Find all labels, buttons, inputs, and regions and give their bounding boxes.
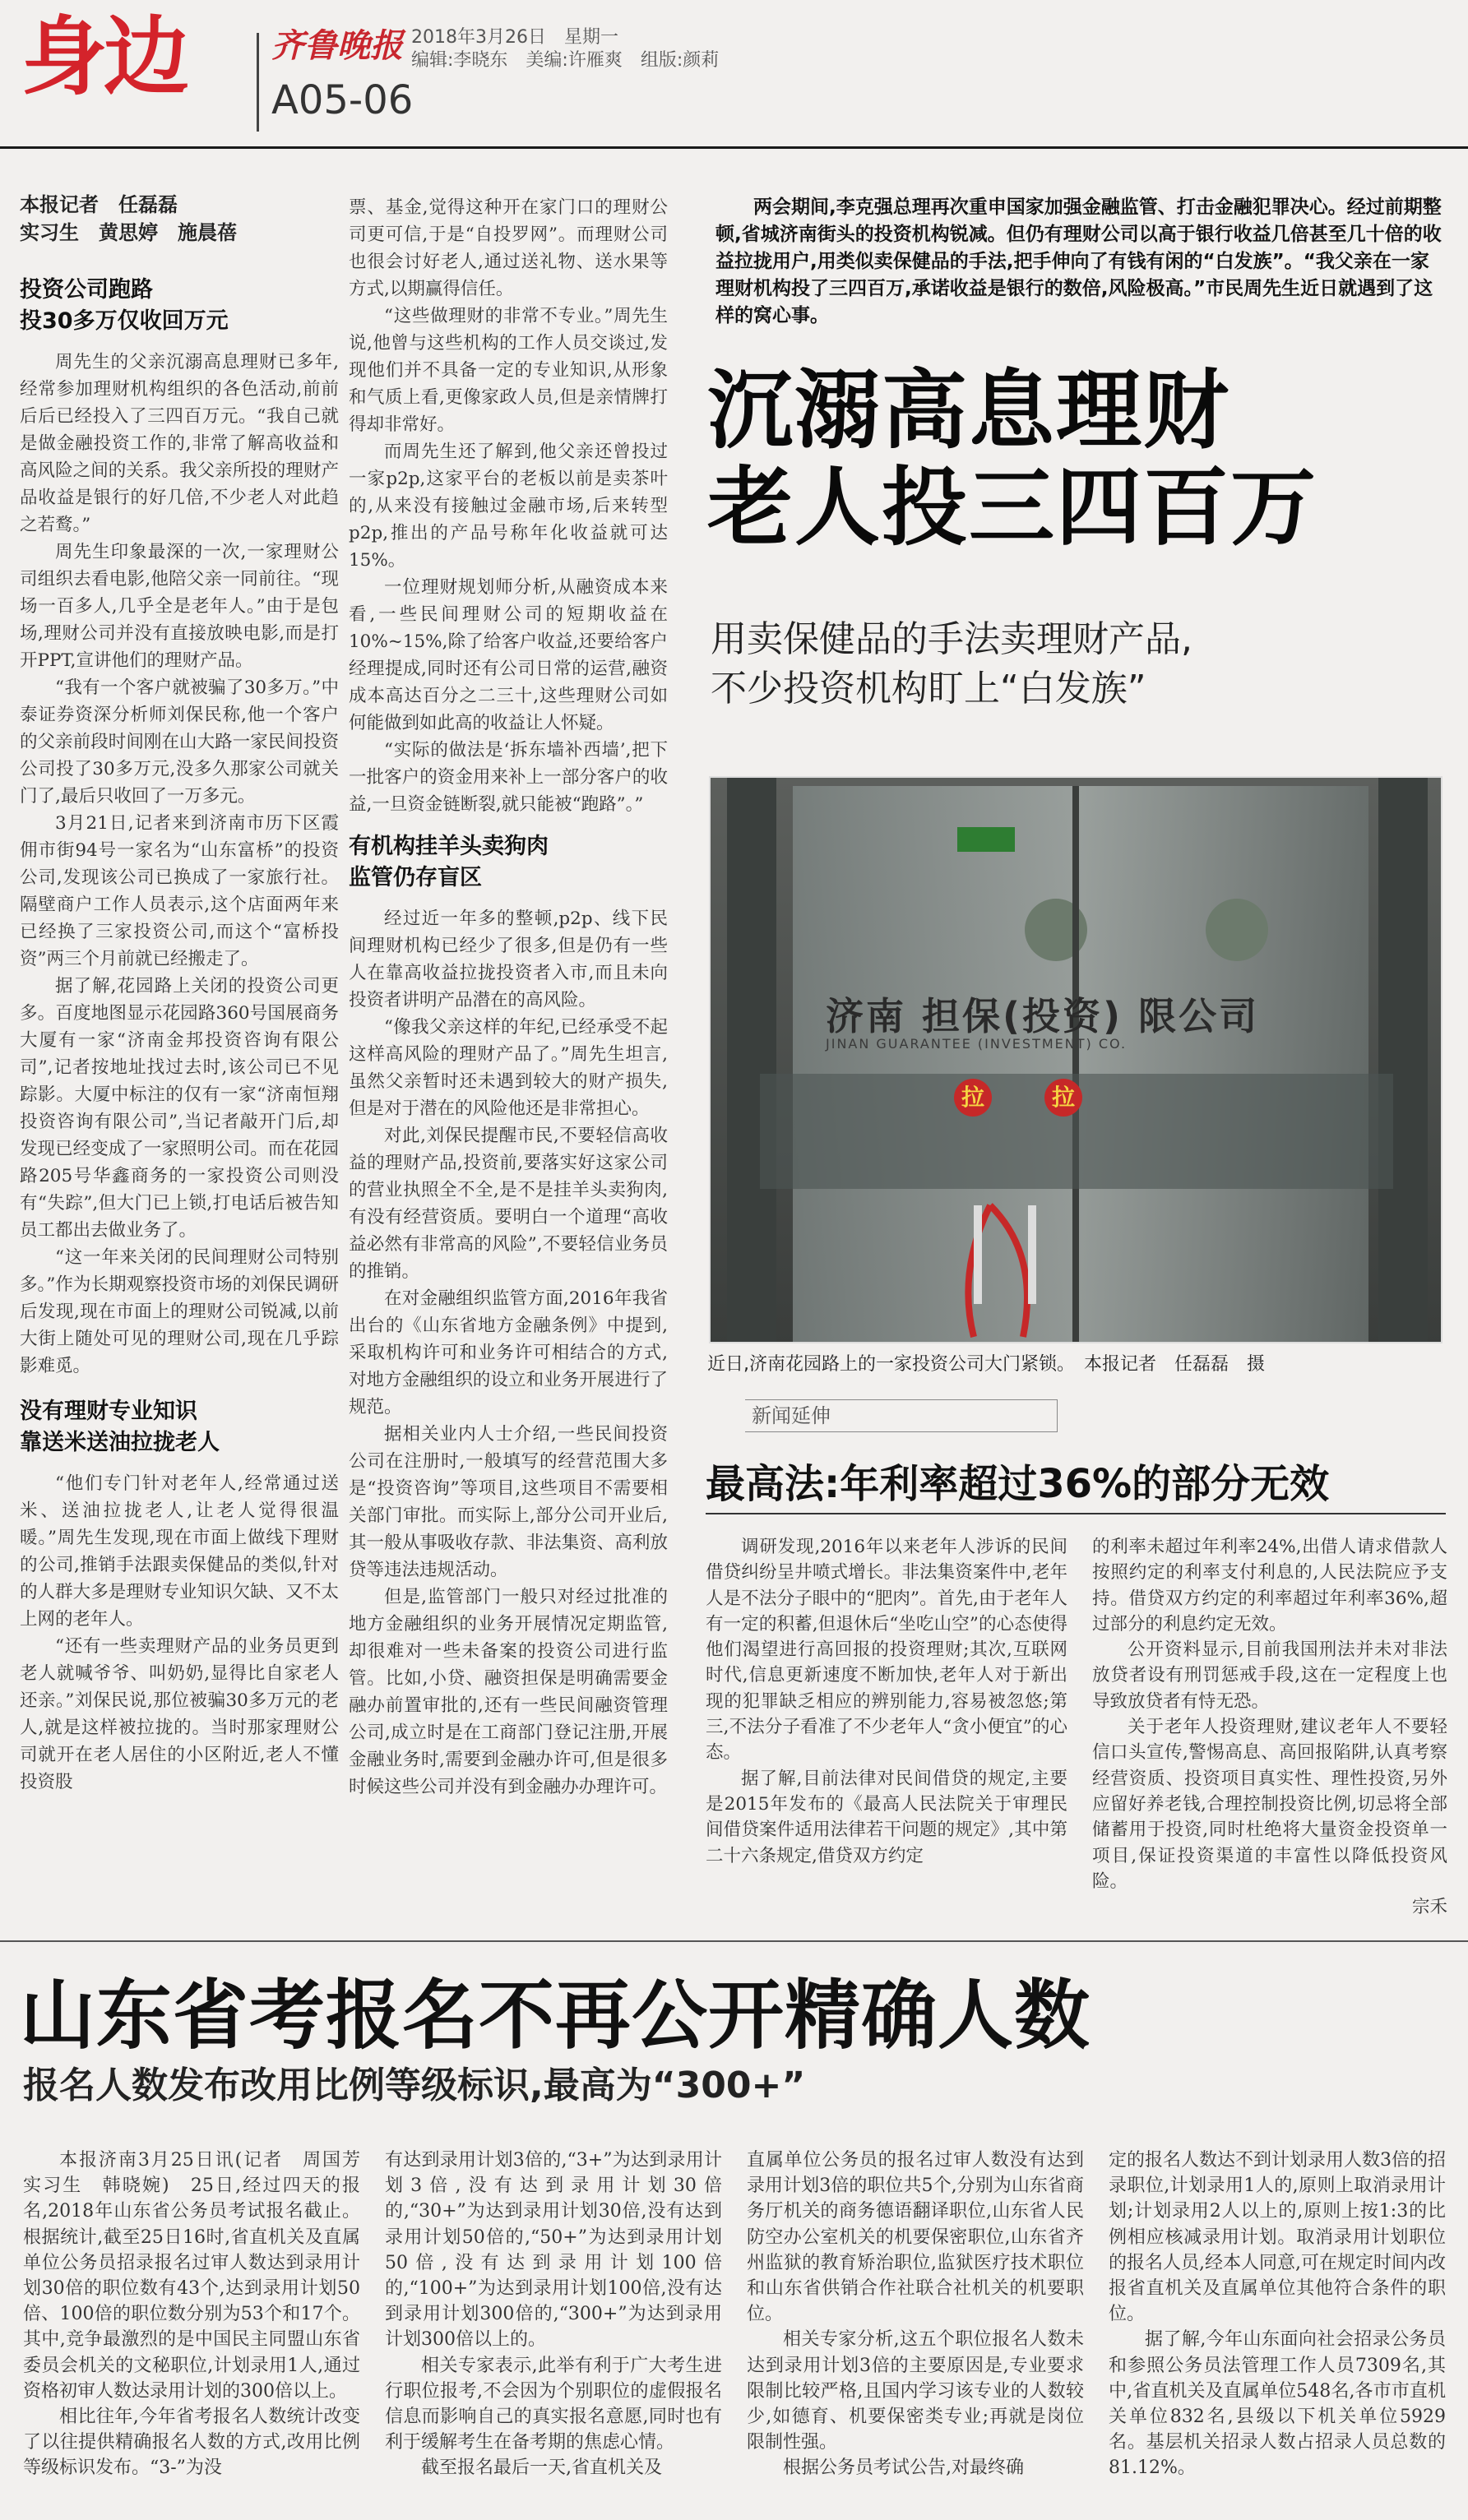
paragraph: 根据公务员考试公告,对最终确 [783,2458,1024,2479]
law-rule [706,1513,1446,1514]
paragraph: 截至报名最后一天,省直机关及 [421,2458,662,2479]
bottom-headline: 山东省考报名不再公开精确人数 [20,1972,1091,2060]
paragraph: 一位理财规划师分析,从融资成本来看,一些民间理财公司的短期收益在10%~15%,除了给客户收益,还要给客户经理提成,同时还有公司日常的运营,融资成本高达百分之二三十,这些理财公司如何能做到如此高的收益让人怀疑。 [349,577,668,733]
paragraph: “还有一些卖理财产品的业务员更到老人就喊爷爷、叫奶奶,显得比自家老人还亲。”刘保民说,那位被骗30多万元的老人,就是这样被拉拢的。当时那家理财公司就开在老人居住的小区附近,老人不懂投资股 [20,1636,339,1792]
byline-reporter: 本报记者 任磊磊 [20,193,178,216]
bottom-column-2 [385,2148,722,2481]
subhead-3-line-2: 监管仍存盲区 [349,865,482,890]
headline-line-2: 老人投三四百万 [707,457,1318,557]
body-text-block [20,1470,339,1796]
paragraph: 据了解,花园路上关闭的投资公司更多。百度地图显示花园路360号国展商务大厦有一家“济南金邦投资咨询有限公司”,记者按地址找过去时,该公司已不见踪影。大厦中标注的仅有一家“济南恒翔投资咨询有限公司”,当记者敲开门后,却发现已经变成了一家照明公司。而在花园路205号华鑫商务的一家投资公司则没有“失踪”,但大门已上锁,打电话后被告知员工都出去做业务了。 [20,976,339,1241]
law-headline: 最高法:年利率超过36%的部分无效 [706,1461,1330,1507]
paragraph: 周先生印象最深的一次,一家理财公司组织去看电影,他陪父亲一同前往。“现场一百多人,几乎全是老年人。”由于是包场,理财公司并没有直接放映电影,而是打开PPT,宣讲他们的理财产品。 [20,542,339,671]
paragraph: “他们专门针对老年人,经常通过送米、送油拉拢老人,让老人觉得很温暖。”周先生发现,现在市面上做线下理财的公司,推销手法跟卖保健品的类似,针对的人群大多是理财专业知识欠缺、又不太上网的老年人。 [20,1473,339,1630]
bottom-column-1 [23,2148,379,2481]
paragraph: 经过近一年多的整顿,p2p、线下民间理财机构已经少了很多,但是仍有一些人在靠高收益拉拢投资者入市,而且未向投资者讲明产品潜在的高风险。 [349,909,668,1010]
paragraph: “我有一个客户就被骗了30多万。”中泰证券资深分析师刘保民称,他一个客户的父亲前段时间刚在山大路一家民间投资公司投了30多万元,没多久那家公司就关门了,最后只收回了一万多元。 [20,677,339,807]
paragraph: 有达到录用计划3倍的,“3+”为达到录用计划3倍,没有达到录用计划30倍的,“30+”为达到录用计划30倍,没有达到录用计划50倍的,“50+”为达到录用计划50倍,没有达到录用计划100倍的,“100+”为达到录用计划100倍,没有达到录用计划300倍的,“300+”为达到录用计划300倍以上的。 [385,2150,722,2351]
paragraph: 相关专家表示,此举有利于广大考生进行职位报考,不会因为个别职位的虚假报名信息而影响自己的真实报名意愿,同时也有利于缓解考生在备考期的焦虑心情。 [385,2355,722,2453]
issue-date: 2018年3月26日 星期一 [411,27,618,48]
law-column-2 [1092,1534,1447,1920]
paragraph: “实际的做法是‘拆东墙补西墙’,把下一批客户的资金用来补上一部分客户的收益,一旦资金链断裂,就只能被“跑路”。” [349,740,668,815]
header-rule [0,146,1468,149]
company-sign-english: JINAN GUARANTEE (INVESTMENT) CO. [826,1036,1128,1052]
paragraph: 相关专家分析,这五个职位报名人数未达到录用计划3倍的主要原因是,专业要求限制比较严格,且国内学习该专业的人数较少,如德育、机要保密类专业;再就是岗位限制性强。 [747,2329,1084,2453]
paragraph: 但是,监管部门一般只对经过批准的地方金融组织的业务开展情况定期监管,却很难对一些未备案的投资公司进行监管。比如,小贷、融资担保是明确需要金融办前置审批的,还有一些民间融资管理公司,成立时是在工商部门登记注册,开展金融业务时,需要到金融办许可,但是很多时候这些公司并没有到金融办办理许可。 [349,1587,668,1797]
paragraph: 而周先生还了解到,他父亲还曾投过一家p2p,这家平台的老板以前是卖茶叶的,从来没有接触过金融市场,后来转型p2p,推出的产品号称年化收益就可达15%。 [349,442,668,571]
body-text-block [349,905,668,1801]
paragraph: 直属单位公务员的报名过审人数没有达到录用计划3倍的职位共5个,分别为山东省商务厅机关的商务德语翻译职位,山东省人民防空办公室机关的机要保密职位,山东省齐州监狱的教育矫治职位,监狱医疗技术职位和山东省供销合作社联合社机关的机要职位。 [747,2150,1084,2325]
subhead-3-line-1: 有机构挂羊头卖狗肉 [349,834,549,859]
main-article-column-2 [349,194,668,1801]
headline-line-1: 沉溺高息理财 [707,360,1231,460]
issue-editors: 编辑:李晓东 美编:许雁爽 组版:颜莉 [411,50,720,71]
paragraph: 对此,刘保民提醒市民,不要轻信高收益的理财产品,投资前,要落实好这家公司的营业执照全不全,是不是挂羊头卖狗肉,有没有经营资质。要明白一个道理“高收益必然有非常高的风险”,不要轻信业务员的推销。 [349,1126,668,1282]
paragraph: 据了解,今年山东面向社会招录公务员和参照公务员法管理工作人员7309名,其中,省直机关及直属单位548名,各市市直机关单位832名,县级以下机关单位5929名。基层机关招录人数占招录人员总数的81.12%。 [1109,2329,1446,2479]
paragraph: 关于老年人投资理财,建议老年人不要轻信口头宣传,警惕高息、高回报陷阱,认真考察经营资质、投资项目真实性、理性投资,另外应留好养老钱,合理控制投资比例,切忌将全部储蓄用于投资,同时杜绝将大量资金投资单一项目,保证投资渠道的丰富性以降低投资风险。 [1092,1717,1447,1892]
paragraph: 据相关业内人士介绍,一些民间投资公司在注册时,一般填写的经营范围大多是“投资咨询”等项目,这些项目不需要相关部门审批。而实际上,部分公司开业后,其一般从事吸收存款、非法集资、高利放贷等违法违规活动。 [349,1424,668,1580]
paragraph: “这些做理财的非常不专业。”周先生说,他曾与这些机构的工作人员交谈过,发现他们并不具备一定的专业知识,从形象和气质上看,更像家政人员,但是亲情牌打得却非常好。 [349,306,668,435]
paragraph: 据了解,目前法律对民间借贷的规定,主要是2015年发布的《最高人民法院关于审理民间借贷案件适用法律若干问题的规定》,其中第二十六条规定,借贷双方约定 [706,1768,1067,1866]
deck-line-1: 用卖保健品的手法卖理财产品, [711,618,1192,660]
paragraph: 定的报名人数达不到计划录用人数3倍的招录职位,计划录用1人的,原则上取消录用计划;计划录用2人以上的,原则上按1:3的比例相应核减录用计划。取消录用计划职位的报名人员,经本人同意,可在规定时间内改报省直机关及直属单位其他符合条件的职位。 [1109,2150,1446,2325]
paragraph: 本报济南3月25日讯(记者 周国芳 实习生 韩晓婉) 25日,经过四天的报名,2018年山东省公务员考试报名截止。根据统计,截至25日16时,省直机关及直属单位公务员招录报名过审人数达到录用计划30倍的职位数有43个,达到录用计划50倍、100倍的职位数分别为53个和17个。其中,竞争最激烈的是中国民主同盟山东省委员会机关的文秘职位,计划录用1人,通过资格初审人数达录用计划的300倍以上。 [23,2150,379,2402]
company-sign-text: 济南 担保(投资) 限公司 [826,994,1260,1038]
body-text-block [20,349,339,1380]
news-extension-tag: 新闻延伸 [745,1399,1058,1432]
pull-sticker-right: 拉 [1044,1079,1082,1117]
office-door-illustration [711,778,1443,1343]
paragraph: 在对金融组织监管方面,2016年我省出台的《山东省地方金融条例》中提到,采取机构许可和业务许可相结合的方式,对地方金融组织的设立和业务开展进行了规范。 [349,1288,668,1417]
paragraph: 周先生的父亲沉溺高息理财已多年,经常参加理财机构组织的各色活动,前前后后已经投入了三四百万元。“我自己就是做金融投资工作的,非常了解高收益和高风险之间的关系。我父亲所投的理财产品收益是银行的好几倍,不少老人对此趋之若鹜。” [20,352,339,535]
subhead-1-line-1: 投资公司跑路 [20,277,153,303]
deck-line-2: 不少投资机构盯上“白发族” [711,668,1146,710]
pull-sticker-left: 拉 [954,1079,992,1117]
news-photo [709,776,1443,1343]
paragraph: 票、基金,觉得这种开在家门口的理财公司更可信,于是“自投罗网”。而理财公司也很会讨好老人,通过送礼物、送水果等方式,以期赢得信任。 [349,197,668,299]
header-divider [257,33,259,132]
main-deck [711,615,1451,714]
subhead-2-line-2: 靠送米送油拉拢老人 [20,1430,220,1455]
paragraph: “像我父亲这样的年纪,已经承受不起这样高风险的理财产品了。”周先生坦言,虽然父亲暂时还未遇到较大的财产损失,但是对于潜在的风险他还是非常担心。 [349,1017,668,1119]
subhead-2-line-1: 没有理财专业知识 [20,1399,197,1424]
paragraph: “这一年来关闭的民间理财公司特别多。”作为长期观察投资市场的刘保民调研后发现,现在市面上的理财公司锐减,以前大街上随处可见的理财公司,现在几乎踪影难觅。 [20,1247,339,1376]
section-divider [0,1940,1468,1942]
bottom-deck: 报名人数发布改用比例等级标识,最高为“300+” [23,2065,806,2106]
byline-interns: 实习生 黄思婷 施晨蓓 [20,221,237,244]
newspaper-logo: 齐鲁晚报 [271,26,403,65]
law-column-1 [706,1534,1067,1869]
main-headline [707,362,1464,556]
main-article-column-1 [20,191,339,1796]
photo-caption: 近日,济南花园路上的一家投资公司大门紧锁。 本报记者 任磊磊 摄 [707,1354,1265,1375]
subhead-1-line-2: 投30多万仅收回万元 [20,308,229,334]
bottom-column-4 [1109,2148,1446,2481]
paragraph: 相比往年,今年省考报名人数统计改变了以往提供精确报名人数的方式,改用比例等级标识发布。“3-”为没 [23,2407,360,2479]
paragraph: 的利率未超过年利率24%,出借人请求借款人按照约定的利率支付利息的,人民法院应予支持。借贷双方约定的利率超过年利率36%,超过部分的利息约定无效。 [1092,1537,1447,1635]
body-text-block [349,194,668,818]
paragraph: 3月21日,记者来到济南市历下区霞佣市街94号一家名为“山东富桥”的投资公司,发现该公司已换成了一家旅行社。隔壁商户工作人员表示,这个店面两年来已经换了三家投资公司,而这个“富桥投资”两三个月前就已经搬走了。 [20,813,339,969]
bottom-column-3 [747,2148,1084,2481]
author-signature: 宗禾 [1411,1897,1447,1918]
section-title: 身边 [21,7,187,107]
lead-paragraph: 两会期间,李克强总理再次重申国家加强金融监管、打击金融犯罪决心。经过前期整顿,省城济南街头的投资机构锐减。但仍有理财公司以高于银行收益几倍甚至几十倍的收益拉拢用户,用类似卖保健品的手法,把手伸向了有钱有闲的“白发族”。“我父亲在一家理财机构投了三四百万,承诺收益是银行的数倍,风险极高。”市民周先生近日就遇到了这样的窝心事。 [715,197,1442,326]
page-number: A05-06 [271,77,414,123]
paragraph: 公开资料显示,目前我国刑法并未对非法放贷者设有刑罚惩戒手段,这在一定程度上也导致放贷者有恃无恐。 [1092,1639,1447,1712]
paragraph: 调研发现,2016年以来老年人涉诉的民间借贷纠纷呈井喷式增长。非法集资案件中,老年人是不法分子眼中的“肥肉”。首先,由于老年人有一定的积蓄,但退休后“坐吃山空”的心态使得他们渴望进行高回报的投资理财;其次,互联网时代,信息更新速度不断加快,老年人对于新出现的犯罪缺乏相应的辨别能力,容易被忽悠;第三,不法分子看准了不少老年人“贪小便宜”的心态。 [706,1537,1067,1764]
